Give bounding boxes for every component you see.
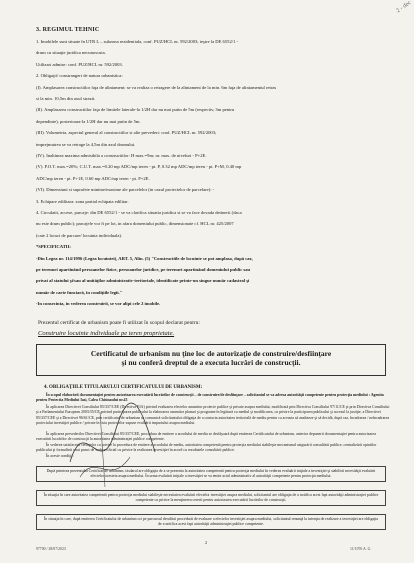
section3-line: (VI). Dimensiuni si suprafete minime/maxime ale parcelelor (in cazul proiectelor de parcelare): - [36, 187, 215, 193]
section3-line: (III). Volumetria, aspectul general al constructiilor si alte prevederi: conf. PUZ/HCL nr. 592/2003; [36, 130, 217, 136]
obligation-paragraph: În scopul elaborării documentaţiei pentru autorizarea executării lucrărilor de construcţii – de construire/de desfiinţare – solicitantul se va adresa autorităţii competente pentru protecţia mediului : Agentia pentru Protectia Mediului Iasi, Calea Chisinaului nr.43 [36, 393, 384, 403]
obligation-box-3: În situaţia în care, după emiterea Certificatului de urbanism ori pe parcursul derulării procedurii de evaluare a efectelor investiţiei asupra mediului, solicitantul renunţă la intenţia de realizare a investiţiei are obligaţia de a notifica acest fapt autorităţii administraţiei publice competente. [36, 514, 386, 530]
section3-line: (I). Amplasarea constructiilor faţa de aliniament: se va realiza o retragere de la aliniament de la min. 6m faţa de aliniamentul retras [36, 84, 277, 90]
section3-line: *SPECIFICATII: [36, 244, 71, 250]
section3-line: (II). Amplasarea constructiilor faţa de limitele laterale-la 1/2H dar nu mai putin de 5m (respectiv, 3m pentru [36, 107, 235, 113]
section3-line: nu este drum public); parcajele vor fi pe lot, in afara domeniului public, dimensionate cf. HCL nr. 425/2007 [36, 221, 234, 227]
footer-code: 11/1076 A. G. [350, 547, 372, 551]
obligation-box-2: În situaţia în care autoritatea competentă pentru protecţia mediului stabileşte necesitatea evaluării efectelor investiţiei asupra mediului, solicitantul are obligaţia de a notifica acest fapt autorităţii administraţiei publice competente cu privire la menţinerea cererii pentru autorizarea executării lucrărilor de construcţii. [36, 490, 386, 506]
obligation-paragraph: În vederea satisfacerii cerinţelor cu privire la procedura de emitere a acordului de mediu, autoritatea competentă pentru protecţia mediului stabileşte mecanismul asigurării consultării publice, centralizării opiniilor publicului şi formulării unui punct de vedere oficial cu privire la realizarea investiţiei în acord cu rezultatele consultării publice. [36, 443, 377, 453]
certificate-notice-box [36, 344, 386, 376]
section3-line: Utilizari admise: conf. PUZ/HCL nr. 592/2003. [36, 61, 123, 67]
intent-label: Prezentul certificat de urbanism poate fi utilizat în scopul declarat pentru: [38, 320, 200, 326]
obligations-title: 4. OBLIGAŢIILE TITULARULUI CERTIFICATULUI DE URBANISM: [44, 385, 203, 390]
section3-line: 2. Obligaţii/ constrangeri de natura urbanistica: [36, 73, 123, 79]
section3-line: număr de carte funciară, în condiţiile legii." [36, 289, 123, 295]
section3-line: 1. Imobilele sunt situate în UTR L – subzona rezidentiala, conf. PUZ/HCL nr. 592/2003; ieşire la DE 6552/1 - [36, 39, 238, 44]
section3-line: pe terenuri apartinând persoanelor fizice, persoanelor juridice, pe terenuri apartinând domeniului public sau [36, 267, 251, 272]
section3-line: si la min. 10,5m din axul strazii. [36, 96, 96, 101]
section3-line: -In consecinta, in vederea construirii, se vor alipi cele 2 imobile. [36, 301, 161, 307]
section3-line: imprejmuirea se va retrage la 4,5m din axul drumului. [36, 141, 136, 147]
section-heading: 3. REGIMUL TEHNIC [36, 27, 100, 33]
section3-line: (cate 2 locuri de parcare/ locuinta individuala). [36, 232, 123, 238]
obligation-paragraph: În aplicarea prevederilor Directivei Consiliului 85/337/CEE, procedura de emitere a acordului de mediu se desfăşoară după emiterea Certificatului de urbanism, anterior depunerii documentaţiei pentru autorizarea executării lucrărilor de construcţii la autoritatea administraţiei publice competente. [36, 432, 376, 442]
section3-line: -Din Legea nr. 114/1996 (Legea locuintei), ART. 5, Alin. (5) "Constructiile de locuinte se pot amplasa, după caz, [36, 255, 253, 261]
obligation-box-1: După primirea prezentului Certificat de urbanism, titularul are obligaţia de a se prezenta la autoritatea competentă pentru protecţia mediului în vederea evaluării iniţiale a investiţiei şi stabilirii necesităţii evaluării efectelor acesteia asupra mediului. În urma evaluării iniţiale a investiţiei se va emite actul administrativ al autorităţii competente pentru protecţia mediului. [36, 466, 386, 482]
corner-handwritten-note: 2 - dec [395, 0, 412, 15]
footer-reference: 97700 / 28/07/2023 [36, 547, 66, 551]
section3-line: 4. Circulatii, accese, parcaje: din DE 6552/1 - se va clarifica situatia juridica si se va face dovada detinerii (daca [36, 210, 242, 215]
page-number: 2 [205, 540, 208, 545]
section3-line: (V). P.O.T. max.=20%; C.U.T. max.=0.20 mp ADC/mp teren - pt. P, 0.32 mp ADC/mp teren - pt. P+M, 0.40 mp [36, 164, 242, 170]
section3-line: (IV). Inaltimea maxima admisibila a constructiilor: H max.=9m; nr. max. de niveluri - P+2E. [36, 153, 207, 158]
obligation-paragraph: În aplicarea Directivei Consiliului 85/337/CEE (Directiva EIA) privind evaluarea efectelor anumitor proiecte publice şi private asupra mediului, modificată prin Directiva Consiliului 97/11/CE şi prin Directiva Consiliului şi a Parlamentului European 2003/35/CE privind participarea publicului la elaborarea anumitor planuri şi programe în legătură cu mediul şi modificarea, cu privire la participarea publicului şi accesul la justiţie, a Directivei 85/337/CEE şi a Directivei 96/61/CE, prin certificatul de urbanism se comunică solicitantului obligaţia de a contacta autoritatea teritorială de mediu pentru ca aceasta să analizeze şi să decidă, după caz, încadrarea / neîncadrarea proiectului investiţiei publice / private în lista proiectelor supuse evaluării impactului asupra mediului. [36, 405, 390, 426]
section3-line: 3. Echipare edilitara: zona partial echipata edilitar. [36, 198, 129, 204]
section3-line: privat al statului şi/sau al unităţilor administrativ-teritoriale, identificate printr-un singur număr cadastral şi [36, 278, 250, 284]
notice-line-2: şi nu conferă dreptul de a executa lucrări de construcţii. [121, 358, 301, 367]
notice-line-1: Certificatul de urbanism nu ţine loc de autorizaţie de construire/desfiinţare [90, 349, 332, 358]
section3-line: ADC/mp teren - pt. P+1E, 0.60 mp ADC/mp teren - pt. P+2E. [36, 175, 150, 181]
obligation-paragraph: În aceste condiţii: [46, 454, 74, 458]
section3-line: dependinte), posterioara-la 1/2H dar nu mai putin de 5m. [36, 118, 141, 124]
intent-value: Construire locuinte individuale pe teren proprietate. [38, 330, 175, 337]
section3-line: drum cu situaţie juridica necunoscuta. [36, 50, 106, 56]
